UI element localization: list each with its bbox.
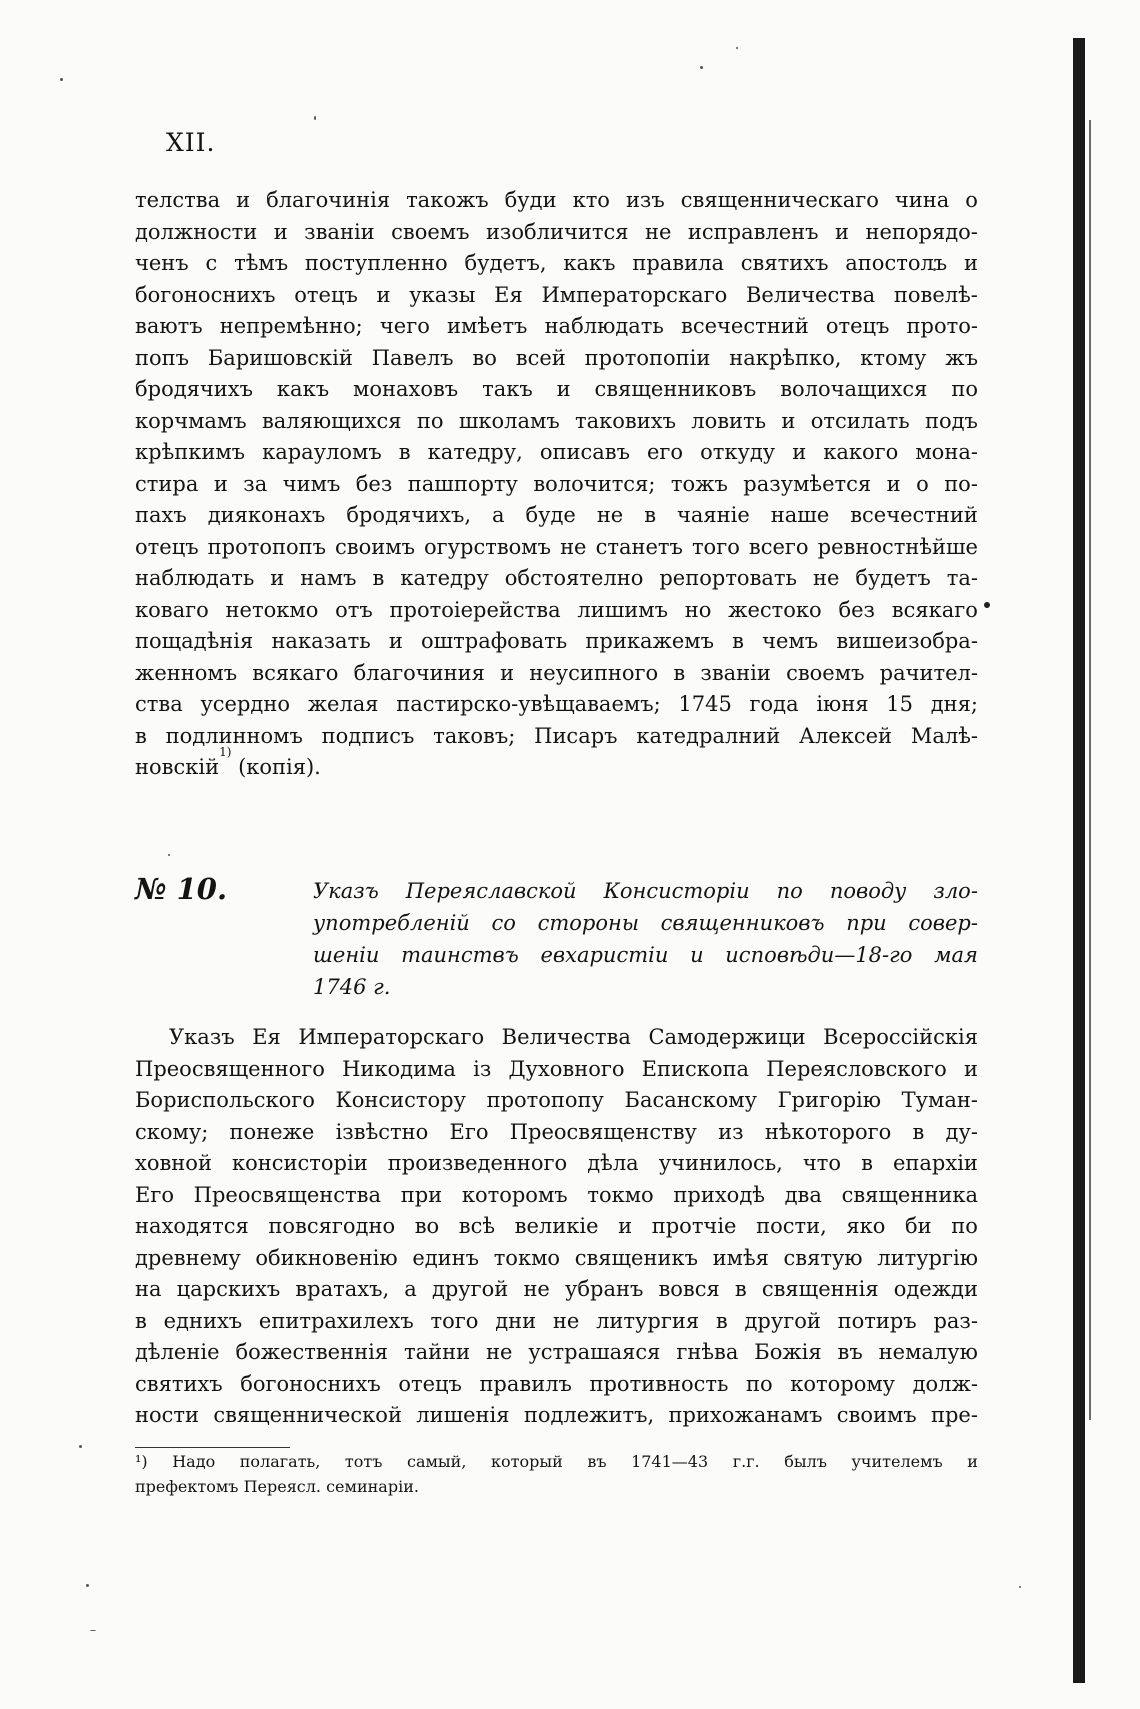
paragraph-continued <box>135 185 978 784</box>
scan-speck <box>90 1630 96 1631</box>
text-line: наблюдать и намъ в катедру обстоятелно репортовать не будетъ та- <box>135 566 978 590</box>
text-line: крѣпкимъ карауломъ в катедру, описавъ его откуду и какого мона- <box>135 440 978 464</box>
text-line-last <box>135 745 978 784</box>
footnote-divider <box>135 1447 290 1448</box>
text-line: Бориспольского Консистору протопопу Басанскому Григорію Туман- <box>135 1088 978 1112</box>
scan-speck <box>60 78 63 81</box>
text-line: на царскихъ вратахъ, а другой не убранъ вовся в священнія одежди <box>135 1277 978 1301</box>
text-line: отецъ протопопъ своимъ огурствомъ не станетъ того всего ревностнѣйше <box>135 534 978 559</box>
scan-speck <box>314 116 316 120</box>
text-line: Его Преосвященства при которомъ токмо приходѣ два священника <box>135 1182 978 1207</box>
text-line: находятся повсягодно во всѣ великіе и протчіе пости, яко би по <box>135 1214 978 1238</box>
text-line: в подлинномъ подписъ таковъ; Писаръ катедралний Алексей Малѣ- <box>135 723 978 748</box>
title-line: употребленій со стороны священниковъ при совер- <box>313 911 978 935</box>
text-line: древнему обикновенію единъ токмо священикъ имѣя святую литургію <box>135 1245 978 1270</box>
footnote-line: префектомъ Переясл. семинаріи. <box>135 1477 419 1496</box>
text-line: ства усердно желая пастирско-увѣщаваемъ; 1745 года іюня 15 дня; <box>135 692 978 716</box>
footnote-marker[interactable]: 1) <box>219 745 232 759</box>
text-line: ваютъ непремѣнно; чего имѣетъ наблюдать всечестний отецъ прото- <box>135 314 978 338</box>
text-line: должности и званіи своемъ изобличится не исправленъ и непорядо- <box>135 219 978 244</box>
title-line: Указъ Переяславской Консисторіи по поводу зло- <box>313 879 978 903</box>
scan-speck <box>700 66 703 69</box>
scan-speck <box>79 1445 82 1448</box>
text-line: женномъ всякаго благочиния и неусипного в званіи своемъ рачител- <box>135 660 978 685</box>
text-line: ховной консисторіи произведенного дѣла учинилось, что в епархіи <box>135 1151 978 1175</box>
text-line: пахъ дияконахъ бродячихъ, а буде не в чаяніе наше всечестний <box>135 503 978 527</box>
page-number: XII. <box>166 128 216 157</box>
text-line: стира и за чимъ без пашпорту волочится; тожъ разумѣется и о по- <box>135 471 978 496</box>
scan-speck <box>984 602 990 608</box>
footnote-line: ¹) Надо полагать, тотъ самый, который въ 1741—43 г.г. былъ учителемъ и <box>135 1452 978 1471</box>
scan-speck <box>86 1584 89 1587</box>
text-line: дѣленіе божественнія тайни не устрашаяся гнѣва Божія въ немалую <box>135 1340 978 1364</box>
page-edge-line <box>1089 120 1091 1420</box>
scan-speck <box>1019 1586 1021 1588</box>
last-line-word: новскій <box>135 755 220 779</box>
text-line: ченъ с тѣмъ поступленно будетъ, какъ правила святихъ апостолъ и <box>135 251 978 275</box>
page-edge-shadow <box>1073 38 1085 1683</box>
text-line: Указъ Ея Императорскаго Величества Самодержици Всероссійскія <box>169 1025 978 1049</box>
document-title <box>313 875 978 1003</box>
text-line: попъ Баришовскій Павелъ во всей протопопіи накрѣпко, ктому жъ <box>135 345 978 370</box>
text-line: скому; понеже ізвѣстно Его Преосвященству из нѣкоторого в ду- <box>135 1119 978 1144</box>
text-line: в еднихъ епитрахилехъ того дни не литургия в другой потиръ раз- <box>135 1308 978 1333</box>
footnote <box>135 1449 978 1499</box>
text-line: ности священнической лишенія подлежитъ, прихожанамъ своимъ пре- <box>135 1403 978 1427</box>
document-body <box>135 1022 978 1432</box>
scan-speck <box>168 854 170 856</box>
text-line: бродячихъ какъ монаховъ такъ и священниковъ волочащихся по <box>135 377 978 401</box>
title-line: шеніи таинствъ евхаристіи и исповѣди—18-го мая <box>313 943 978 967</box>
document-number: № 10. <box>135 872 228 906</box>
scan-speck <box>736 47 738 49</box>
text-line: корчмамъ валяющихся по школамъ таковихъ ловить и отсилать подъ <box>135 408 978 433</box>
last-line-tail: (копія). <box>231 755 321 779</box>
title-line: 1746 г. <box>313 975 391 999</box>
text-line: телства и благочинія такожъ буди кто изъ священническаго чина о <box>135 188 978 212</box>
text-line: святихъ богоноснихъ отецъ правилъ противность по которому долж- <box>135 1371 978 1396</box>
text-line: Преосвященного Никодима із Духовного Епископа Переясловского и <box>135 1056 978 1081</box>
text-line: пощадѣнія наказать и оштрафовать прикажемъ в чемъ вишеизобра- <box>135 629 978 653</box>
text-line: коваго нетокмо отъ протоіерейства лишимъ но жестоко без всякаго <box>135 597 978 622</box>
text-line: богоноснихъ отецъ и указы Ея Императорскаго Величества повелѣ- <box>135 282 978 307</box>
